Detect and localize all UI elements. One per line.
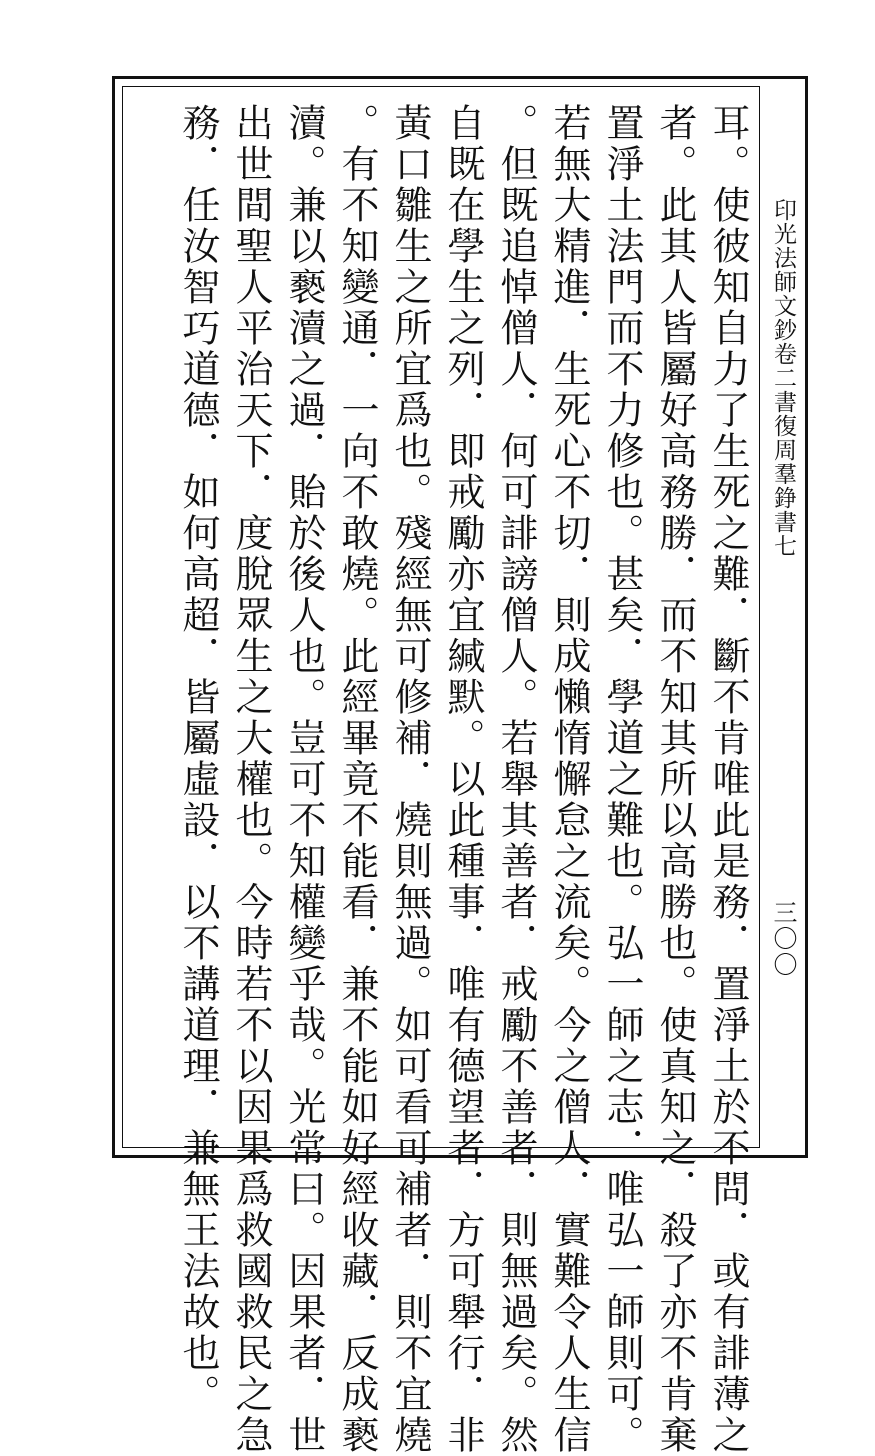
book-title: 印光法師文鈔卷二 — [770, 198, 796, 390]
text-column: 耳。使彼知自力了生死之難．斷不肯唯此是務．置淨土於不問．或有誹薄之 — [706, 103, 750, 1456]
text-column: 。有不知變通．一向不敢燒。此經畢竟不能看．兼不能如好經收藏．反成褻 — [335, 103, 379, 1456]
body-text — [176, 103, 754, 1456]
text-column: 出世間聖人平治天下．度脫眾生之大權也。今時若不以因果爲救國救民之急 — [229, 103, 273, 1456]
section-label: 書 — [770, 390, 796, 414]
text-column: 自既在學生之列．即戒勵亦宜緘默。以此種事．唯有德望者．方可舉行．非 — [441, 103, 485, 1456]
text-column: 黃口雛生之所宜爲也。殘經無可修補．燒則無過。如可看可補者．則不宜燒 — [388, 103, 432, 1456]
text-column: 者。此其人皆屬好高務勝．而不知其所以高勝也。使真知之．殺了亦不肯棄 — [653, 103, 697, 1456]
text-column: 置淨土法門而不力修也。甚矣．學道之難也。弘一師之志．唯弘一師則可。 — [600, 103, 644, 1456]
page-number: 三〇〇 — [769, 900, 797, 978]
running-header — [768, 198, 798, 558]
letter-title: 復周羣錚書七 — [770, 414, 796, 558]
text-column: 。但既追悼僧人．何可誹謗僧人。若舉其善者．戒勵不善者．則無過矣。然 — [494, 103, 538, 1456]
text-column: 務．任汝智巧道德．如何高超．皆屬虛設．以不講道理．兼無王法故也。 — [176, 103, 220, 1415]
text-column: 瀆。兼以褻瀆之過．貽於後人也。豈可不知權變乎哉。光常曰。因果者．世 — [282, 103, 326, 1456]
text-column: 若無大精進．生死心不切．則成懶惰懈怠之流矣。今之僧人．實難令人生信 — [547, 103, 591, 1456]
